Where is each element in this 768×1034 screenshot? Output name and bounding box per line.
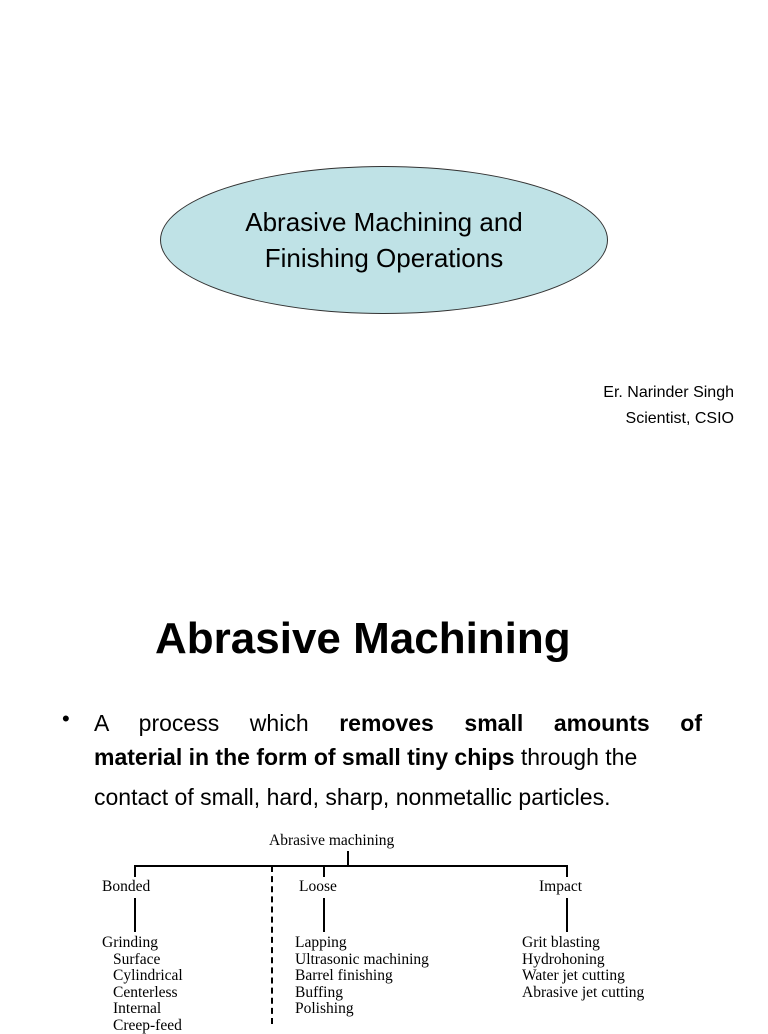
bullet-bold-1: removes small amounts of (339, 710, 702, 736)
impact-items (522, 935, 644, 1001)
bonded-connector-bottom (134, 898, 136, 932)
bonded-item: Centerless (102, 985, 183, 1002)
loose-item: Lapping (295, 935, 429, 952)
bonded-item: Grinding (102, 935, 183, 952)
title-ellipse (160, 166, 608, 314)
bonded-item: Surface (102, 952, 183, 969)
bullet-line-2 (94, 740, 702, 774)
bonded-items (102, 935, 183, 1034)
branch-bonded: Bonded (102, 879, 150, 896)
bullet-paragraph (94, 706, 702, 814)
bonded-item: Internal (102, 1001, 183, 1018)
title-line-2: Finishing Operations (265, 240, 503, 276)
bullet-line-1 (94, 706, 702, 740)
diagram-root: Abrasive machining (269, 833, 394, 850)
root-connector (347, 851, 349, 865)
horizontal-connector (134, 865, 568, 867)
bullet-marker: • (62, 706, 70, 732)
bonded-connector-top (134, 865, 136, 877)
loose-item: Ultrasonic machining (295, 952, 429, 969)
loose-item: Barrel finishing (295, 968, 429, 985)
impact-item: Water jet cutting (522, 968, 644, 985)
author-name: Er. Narinder Singh (603, 380, 734, 406)
section-heading: Abrasive Machining (155, 614, 571, 664)
abrasive-machining-diagram (96, 826, 736, 1024)
bullet-line-3: contact of small, hard, sharp, nonmetallic particles. (94, 780, 702, 814)
author-block (603, 380, 734, 432)
bullet-text-pre: A process which (94, 710, 339, 736)
bullet-text-post: through the (514, 744, 637, 770)
impact-item: Abrasive jet cutting (522, 985, 644, 1002)
bonded-item: Cylindrical (102, 968, 183, 985)
impact-connector-top (566, 865, 568, 877)
loose-items (295, 935, 429, 1018)
author-role: Scientist, CSIO (603, 406, 734, 432)
loose-item: Buffing (295, 985, 429, 1002)
branch-loose: Loose (299, 879, 337, 896)
bonded-item: Creep-feed (102, 1018, 183, 1034)
title-line-1: Abrasive Machining and (245, 204, 523, 240)
branch-impact: Impact (539, 879, 582, 896)
bullet-bold-2: material in the form of small tiny chips (94, 744, 514, 770)
loose-connector-top (323, 865, 325, 877)
loose-item: Polishing (295, 1001, 429, 1018)
impact-item: Grit blasting (522, 935, 644, 952)
impact-item: Hydrohoning (522, 952, 644, 969)
loose-connector-bottom (323, 898, 325, 932)
impact-connector-bottom (566, 898, 568, 932)
dashed-separator (271, 866, 273, 1024)
